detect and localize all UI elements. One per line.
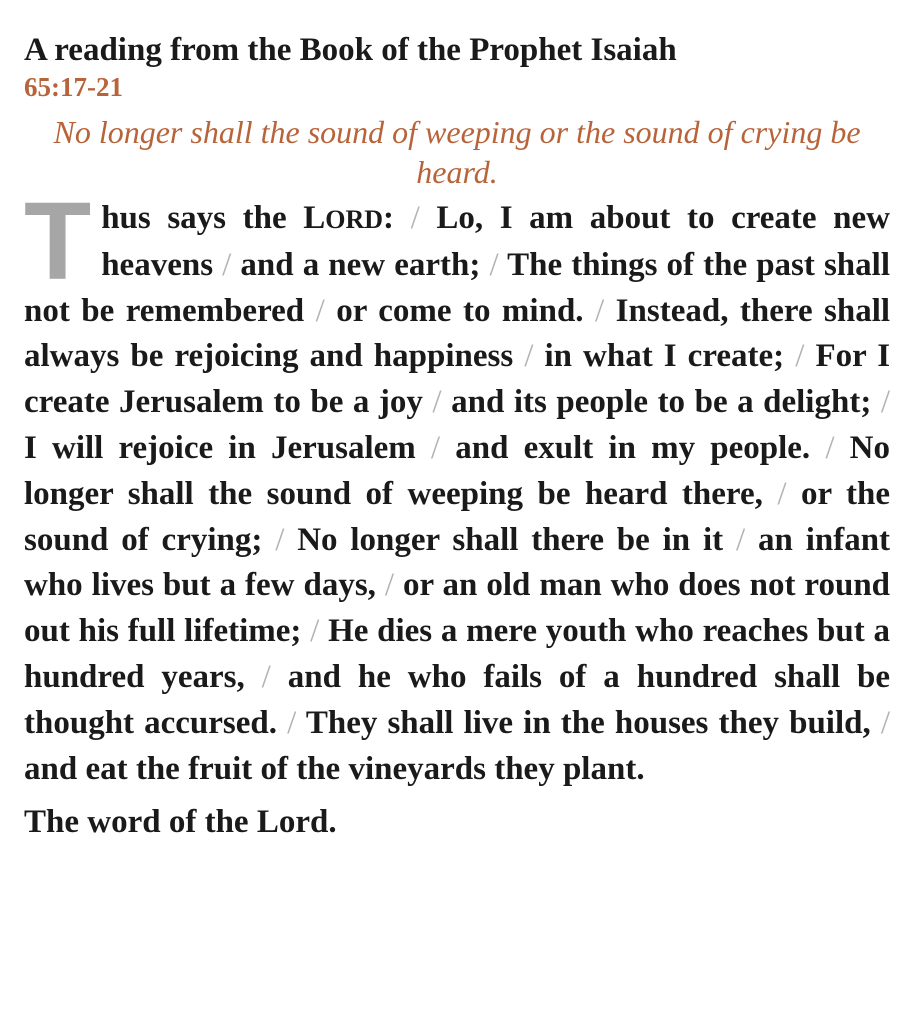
scripture-reference: 65:17-21 [24,72,123,102]
verse-segment: or the sound of crying; [24,475,891,558]
reading-title: A reading from the Book of the Prophet Isaiah [24,32,677,68]
verse-separator: / [524,338,534,375]
verse-separator: / [880,704,891,741]
verse-separator: / [222,246,232,283]
verse-separator: / [310,613,320,650]
verse-segment: Instead, there shall always be rejoicing and happiness [24,292,891,375]
lord-initial: L [303,200,326,236]
verse-segment: I will rejoice in Jerusalem [24,429,416,466]
lord-smallcaps: ORD [325,205,383,234]
verse-separator: / [825,429,835,466]
verse-separator: / [736,521,746,558]
reading-body [24,180,891,792]
verse-separator: / [384,567,395,604]
verse-separator: / [432,384,442,421]
verse-separator: / [410,200,420,236]
closing-acclamation: The word of the Lord. [24,804,337,841]
verse-separator: / [595,292,605,329]
verse-separator: / [795,338,805,375]
reading-opening-punct: : [383,200,394,236]
verse-segment: and its people to be a delight; [451,384,872,421]
verse-separator: / [489,246,499,283]
verse-segment: an infant who lives but a few days, [24,521,891,604]
reading-opening: hus says the [101,200,304,236]
verse-segment: or an old man who does not round out his full lifetime; [24,567,891,650]
verse-segment: and a new earth; [240,246,481,283]
verse-segment: in what I create; [544,338,785,375]
verse-separator: / [261,658,271,695]
verse-separator: / [315,292,325,329]
verse-segment: Lo, I am about to create new heavens [101,200,890,283]
verse-separator: / [287,704,297,741]
verse-segment: and exult in my people. [455,429,811,466]
verse-segment: No longer shall there be in it [297,521,724,558]
verse-separator: / [275,521,285,558]
reading-summary: No longer shall the sound of weeping or the sound of crying be heard. [53,114,861,190]
reading-page [24,30,890,844]
verse-segment: The things of the past shall not be remembered [24,246,890,329]
verse-segment: or come to mind. [336,292,584,329]
verse-segment: For I create Jerusalem to be a joy [24,338,891,421]
verse-segment: He dies a mere youth who reaches but a hundred years, [24,613,890,695]
verse-segment: and he who fails of a hundred shall be thought accursed. [24,658,891,741]
verse-separator: / [880,384,891,421]
verse-separator: / [777,475,787,512]
verse-separator: / [430,429,441,466]
verse-segment: They shall live in the houses they build, [305,704,871,741]
verse-segment: and eat the fruit of the vineyards they plant. [24,750,645,787]
verse-segment: No longer shall the sound of weeping be heard there, [24,429,890,512]
drop-cap: T [24,180,92,303]
